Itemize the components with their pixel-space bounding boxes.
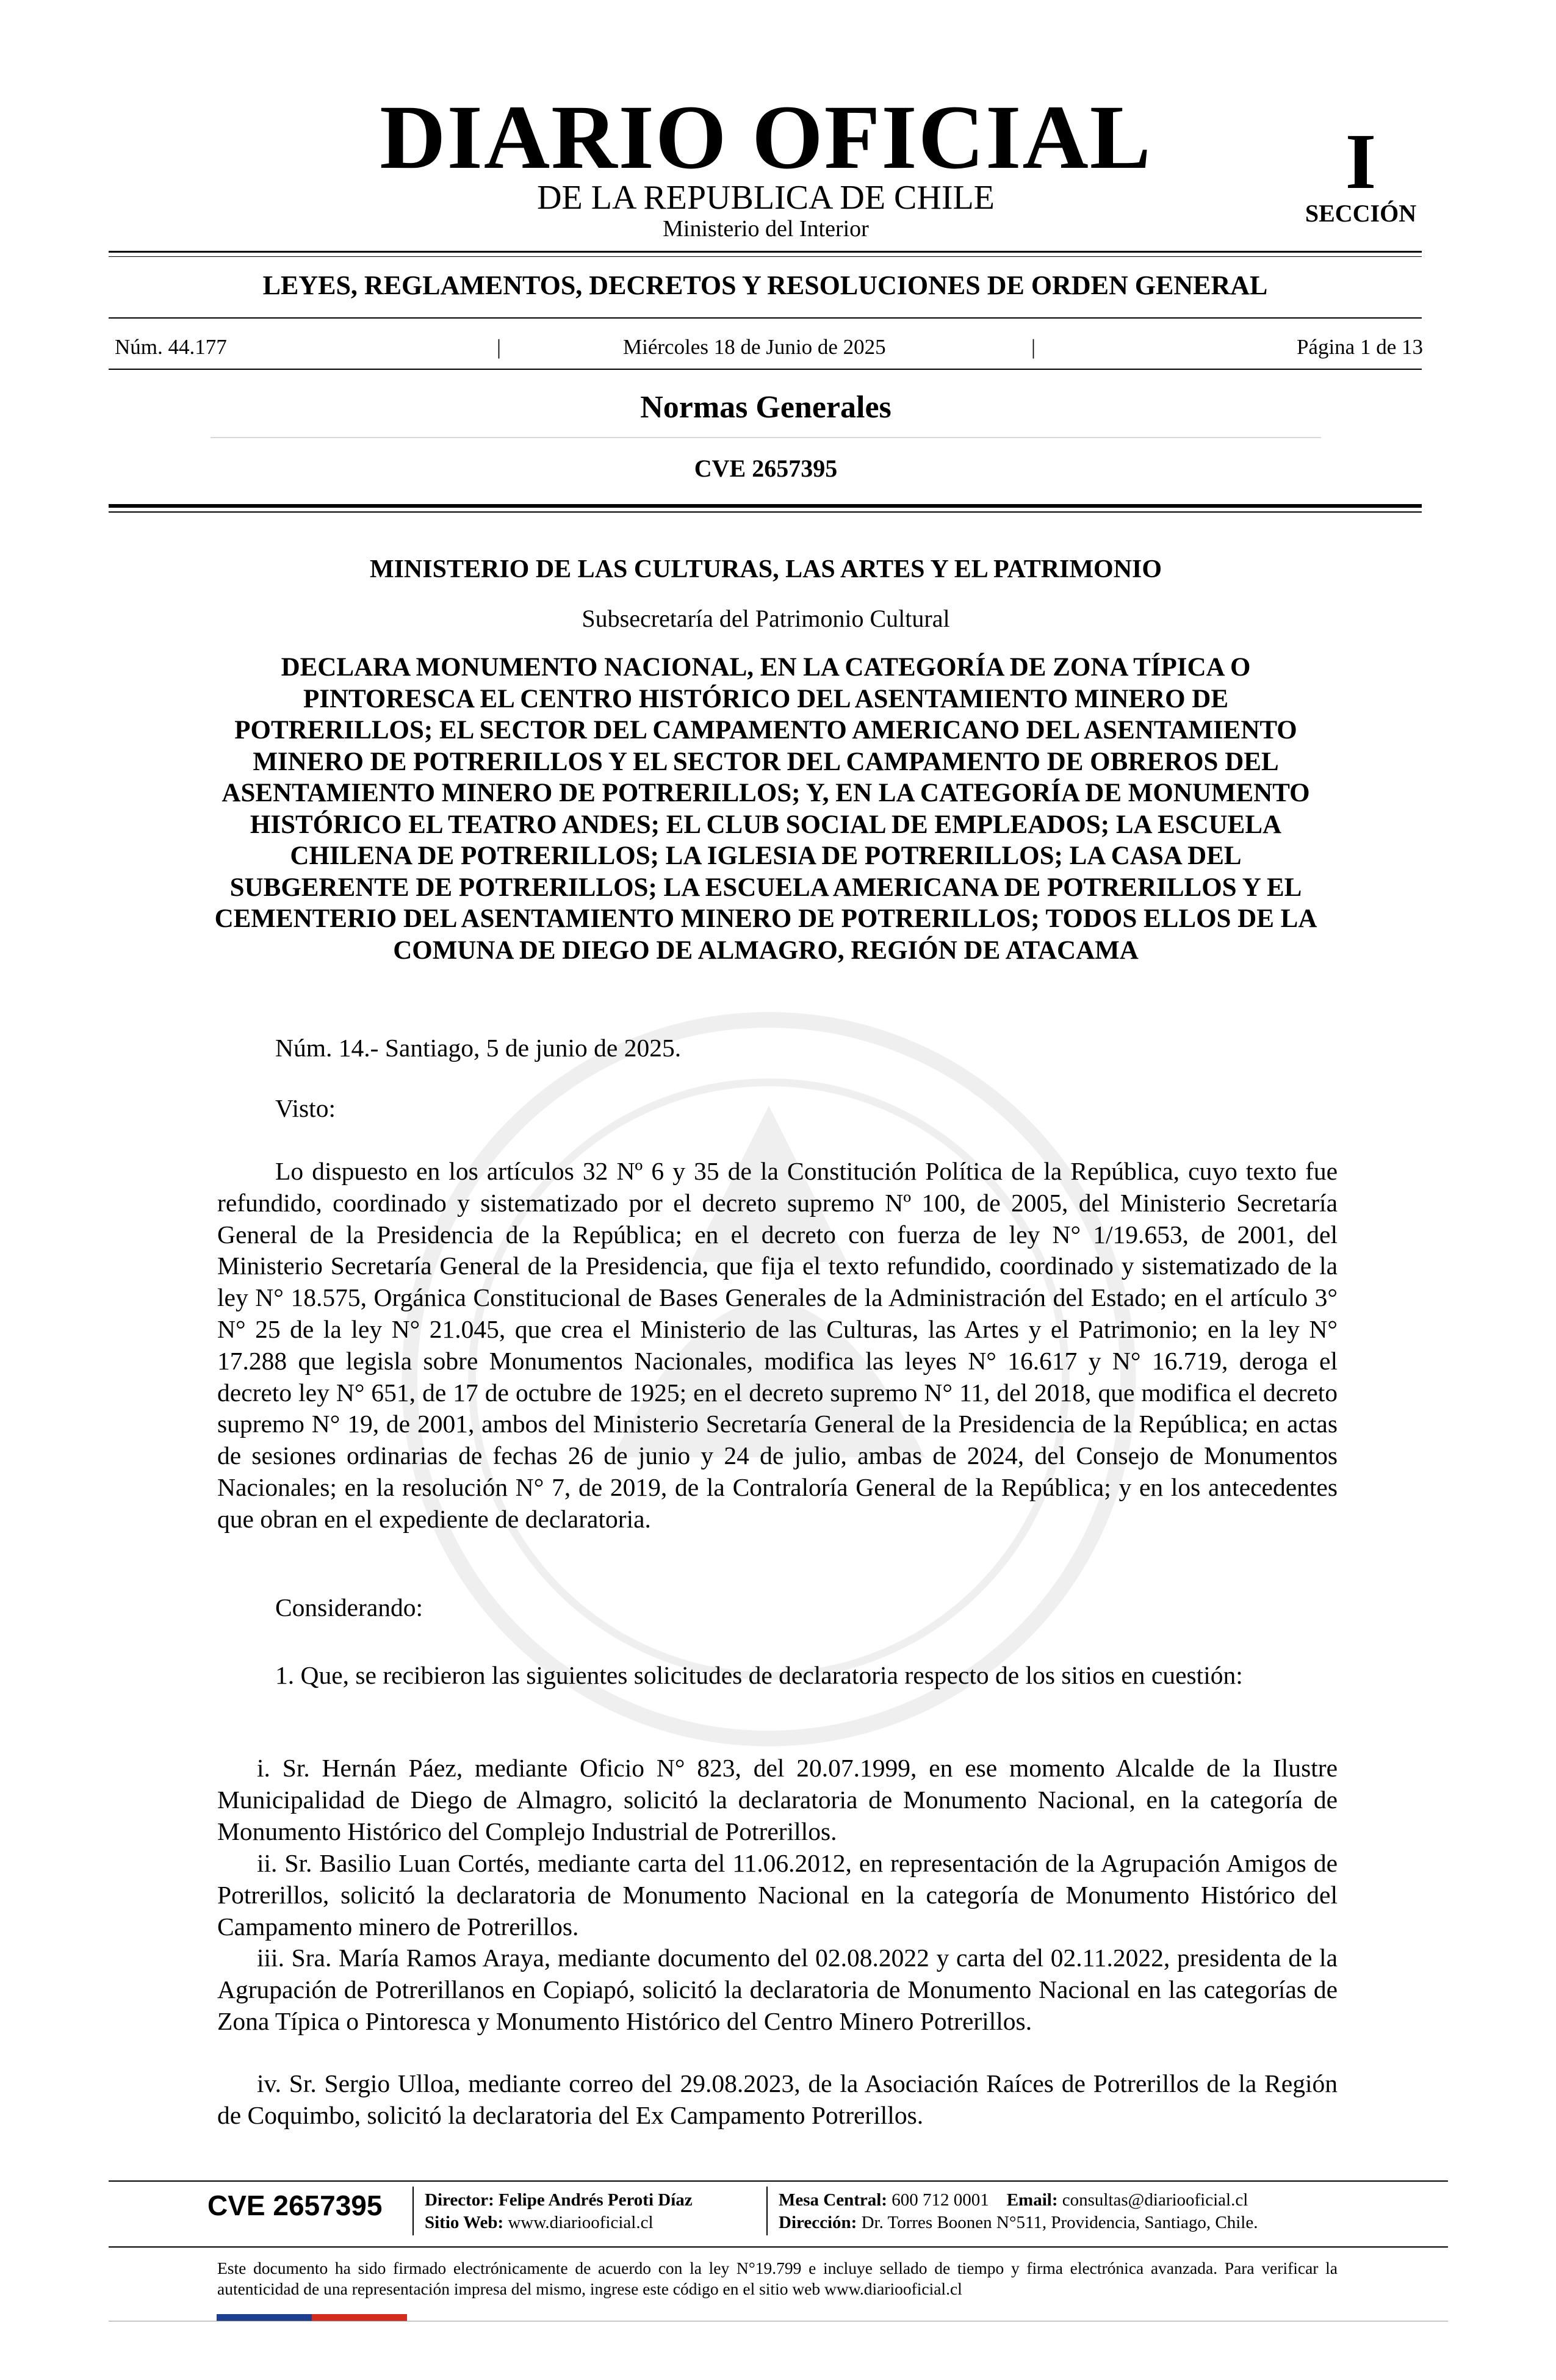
masthead-subtitle: DE LA REPUBLICA DE CHILE <box>537 179 995 217</box>
issue-number: Núm. 44.177 <box>115 335 227 359</box>
masthead-ministry: Ministerio del Interior <box>663 216 869 242</box>
issue-separator: | <box>1031 335 1036 359</box>
footer-website: Sitio Web: www.diariooficial.cl <box>425 2213 654 2232</box>
considerando-1: 1. Que, se recibieron las siguientes solicitudes de declaratoria respecto de los sitios en cuestión: <box>275 1661 1243 1689</box>
footer-note: Este documento ha sido firmado electrónicamente de acuerdo con la ley N°19.799 e incluye sellado de tiempo y firma electrónica avanzada. Para verificar la autenticidad de una representación impresa del mismo, ingrese este código en el sitio web www.diariooficial.cl <box>217 2259 1338 2298</box>
header-line: LEYES, REGLAMENTOS, DECRETOS Y RESOLUCIONES DE ORDEN GENERAL <box>262 270 1268 300</box>
ministry-name: MINISTERIO DE LAS CULTURAS, LAS ARTES Y EL PATRIMONIO <box>369 555 1162 583</box>
masthead-title: DIARIO OFICIAL <box>380 87 1152 188</box>
section-divider <box>211 437 1321 438</box>
section-label: SECCIÓN <box>1305 200 1417 227</box>
list-item: iii. Sra. María Ramos Araya, mediante documento del 02.08.2022 y carta del 02.11.2022, presidenta de la Agrupación de Potrerillanos en Copiapó, solicitó la declaratoria de Monumento Nacional en las categorías de Zona Típica o Pintoresca y Monumento Histórico del Centro Minero Potrerillos. <box>217 1944 1338 2035</box>
section-number: I <box>1345 118 1377 206</box>
footer-email-link[interactable]: consultas@diariooficial.cl <box>1062 2190 1248 2210</box>
section-title: Normas Generales <box>640 390 891 425</box>
list-item: i. Sr. Hernán Páez, mediante Oficio N° 823, del 20.07.1999, en ese momento Alcalde de la Ilustre Municipalidad de Diego de Almagro, solicitó la declaratoria de Monumento Nacional, en la categoría de Monumento Histórico del Complejo Industrial de Potrerillos. <box>217 1754 1338 1845</box>
considerando-label: Considerando: <box>275 1593 423 1621</box>
visto-label: Visto: <box>275 1094 336 1122</box>
footer-separator <box>412 2187 414 2235</box>
issue-rule-top <box>109 317 1422 319</box>
list-item: iv. Sr. Sergio Ulloa, mediante correo del 29.08.2023, de la Asociación Raíces de Potrerillos de la Región de Coquimbo, solicitó la declaratoria del Ex Campamento Potrerillos. <box>217 2069 1338 2129</box>
cve-code: CVE 2657395 <box>694 455 838 482</box>
issue-separator: | <box>497 335 502 359</box>
list-item: ii. Sr. Basilio Luan Cortés, mediante carta del 11.06.2012, en representación de la Agrupación Amigos de Potrerillos, solicitó la declaratoria de Monumento Nacional en la categoría de Monumento Histórico del Campamento minero de Potrerillos. <box>217 1849 1338 1941</box>
footer-mesa: Mesa Central: 600 712 0001 Email: consultas@diariooficial.cl <box>779 2190 1248 2210</box>
footer-cve: CVE 2657395 <box>207 2190 383 2221</box>
issue-page: Página 1 de 13 <box>1296 335 1423 359</box>
issue-rule-bottom <box>109 369 1422 370</box>
footer-rule-bottom <box>109 2246 1448 2248</box>
subsecretaria: Subsecretaría del Patrimonio Cultural <box>582 605 950 632</box>
cve-rule-thin <box>109 511 1422 513</box>
cve-rule-thick <box>109 504 1422 508</box>
footer-director: Director: Felipe Andrés Peroti Díaz <box>425 2190 693 2210</box>
decree-number-line: Núm. 14.- Santiago, 5 de junio de 2025. <box>275 1034 682 1062</box>
footer-website-link[interactable]: www.diariooficial.cl <box>508 2213 654 2232</box>
decree-title: DECLARA MONUMENTO NACIONAL, EN LA CATEGORÍA DE ZONA TÍPICA O PINTORESCA EL CENTRO HISTÓRICO DEL ASENTAMIENTO MINERO DE POTRERILLOS; EL SECTOR DEL CAMPAMENTO AMERICANO DEL ASENTAMIENTO MINERO DE POTRERILLOS Y EL SECTOR DEL CAMPAMENTO DE OBREROS DEL ASENTAMIENTO MINERO DE POTRERILLOS; Y, EN LA CATEGORÍA DE MONUMENTO HISTÓRICO EL TEATRO ANDES; EL CLUB SOCIAL DE EMPLEADOS; LA ESCUELA CHILENA DE POTRERILLOS; LA IGLESIA DE POTRERILLOS; LA CASA DEL SUBGERENTE DE POTRERILLOS; LA ESCUELA AMERICANA DE POTRERILLOS Y EL CEMENTERIO DEL ASENTAMIENTO MINERO DE POTRERILLOS; TODOS ELLOS DE LA COMUNA DE DIEGO DE ALMAGRO, REGIÓN DE ATACAMA <box>214 653 1317 965</box>
visto-paragraph: Lo dispuesto en los artículos 32 Nº 6 y 35 de la Constitución Política de la República, cuyo texto fue refundido, coordinado y sistematizado por el decreto supremo Nº 100, de 2005, del Ministerio Secretaría General de la Presidencia de la República; en el decreto con fuerza de ley N° 1/19.653, de 2001, del Ministerio Secretaría General de la Presidencia, que fija el texto refundido, coordinado y sistematizado de la ley N° 18.575, Orgánica Constitucional de Bases Generales de la Administración del Estado; en el artículo 3° N° 25 de la ley N° 21.045, que crea el Ministerio de las Culturas, las Artes y el Patrimonio; en la ley N° 17.288 que legisla sobre Monumentos Nacionales, modifica las leyes N° 16.617 y N° 16.719, deroga el decreto ley N° 651, de 17 de octubre de 1925; en el decreto supremo N° 11, del 2018, que modifica el decreto supremo N° 19, de 2001, ambos del Ministerio Secretaría General de la Presidencia de la República; en actas de sesiones ordinarias de fechas 26 de junio y 24 de julio, ambas de 2024, del Consejo de Monumentos Nacionales; en la resolución N° 7, de 2019, de la Contraloría General de la República; y en los antecedentes que obran en el expediente de declaratoria. <box>217 1157 1338 1533</box>
masthead-rule <box>109 251 1422 253</box>
footer-rule-top <box>109 2180 1448 2182</box>
masthead-rule-thin <box>109 256 1422 257</box>
issue-date: Miércoles 18 de Junio de 2025 <box>623 335 886 359</box>
footer-address: Dirección: Dr. Torres Boonen N°511, Providencia, Santiago, Chile. <box>779 2213 1258 2232</box>
footer-separator <box>766 2187 768 2235</box>
